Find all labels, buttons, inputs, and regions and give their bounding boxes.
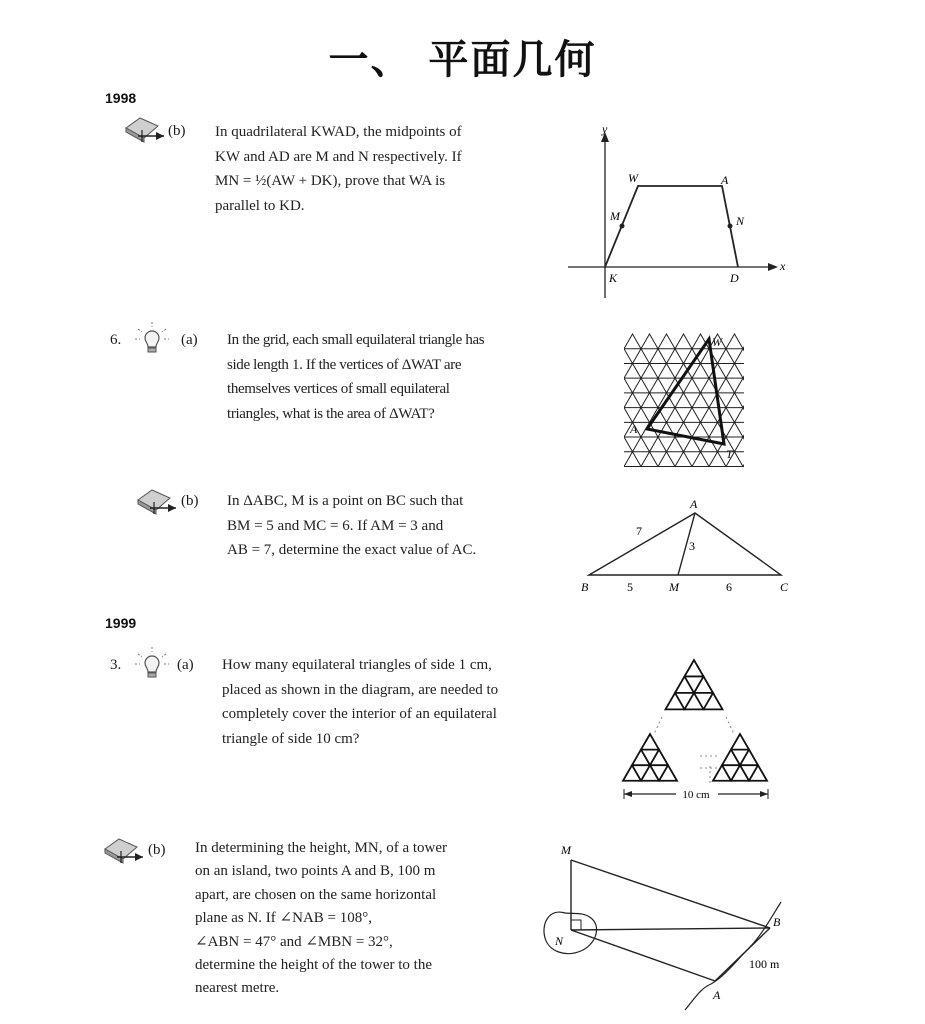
grid-triangle (726, 334, 743, 349)
grid-triangle (675, 334, 692, 349)
grid-triangle (633, 349, 650, 364)
unit-triangle (641, 734, 659, 750)
problem-number: 6. (110, 332, 122, 348)
length-label-ab: 7 (636, 524, 642, 538)
text-line: BM = 5 and MC = 6. If AM = 3 and (227, 517, 444, 534)
point-label-b: B (773, 915, 781, 929)
unit-triangle (740, 750, 758, 766)
grid-triangle (633, 378, 650, 393)
text-line: apart, are chosen on the same horizontal (195, 886, 437, 903)
text-line: In the grid, each small equilateral triangle has (227, 332, 485, 348)
unit-triangle (659, 765, 677, 781)
grid-triangle (726, 363, 743, 378)
vertex-label-k: K (609, 271, 618, 285)
grid-triangle (667, 437, 684, 452)
grid-triangle (620, 437, 633, 452)
grid-triangle (650, 378, 667, 393)
grid-triangle (743, 452, 745, 467)
grid-triangle (633, 437, 650, 452)
length-label-mc: 6 (726, 580, 732, 594)
grid-triangle (624, 393, 641, 408)
text-line: nearest metre. (195, 980, 280, 997)
lightbulb-icon (134, 646, 170, 682)
tiled-triangle-figure (610, 650, 778, 805)
grid-triangle (620, 422, 624, 437)
year-heading-1998: 1998 (105, 90, 137, 106)
grid-triangle (692, 363, 709, 378)
unit-triangle (685, 660, 704, 676)
point-label-n: N (555, 934, 564, 948)
vertex-label-a: A (630, 422, 638, 436)
grid-triangle (667, 408, 684, 423)
midpoint-label-n: N (736, 214, 745, 228)
grid-triangle (701, 349, 718, 364)
unit-triangle (731, 765, 749, 781)
tower-island-figure (535, 838, 805, 1014)
unit-triangle (641, 765, 659, 781)
grid-triangle (641, 334, 658, 349)
text-line: determine the height of the tower to the (195, 957, 433, 974)
grid-triangle (692, 452, 709, 467)
length-label-am: 3 (689, 539, 695, 553)
grid-triangle (735, 378, 746, 393)
triangle-grid-figure (620, 330, 745, 468)
grid-triangle (726, 393, 743, 408)
grid-triangle (620, 334, 624, 349)
grid-triangle (743, 363, 745, 378)
text-line: on an island, two points A and B, 100 m (195, 863, 436, 880)
vertex-label-c: C (780, 580, 789, 594)
grid-triangle (675, 393, 692, 408)
grid-triangle (650, 349, 667, 364)
text-line: placed as shown in the diagram, are needed to (222, 681, 499, 698)
grid-triangle (641, 452, 658, 467)
grid-triangle (620, 408, 633, 423)
grid-triangle (743, 334, 745, 349)
axis-label-y: y (602, 122, 608, 136)
problem-part-label: (b) (181, 493, 199, 509)
text-line: AB = 7, determine the exact value of AC. (227, 542, 477, 558)
unit-triangle (722, 750, 740, 766)
problem-text (227, 489, 525, 563)
width-label: 10 cm (682, 789, 710, 801)
grid-triangle (709, 452, 726, 467)
vertex-label-w: W (712, 335, 722, 349)
grid-triangle (675, 452, 692, 467)
problem-part-label: (a) (181, 332, 198, 348)
vertex-label-a: A (690, 497, 698, 511)
problem-text (215, 120, 518, 218)
quadrilateral-kwad-figure (560, 118, 800, 298)
grid-triangle (692, 422, 709, 437)
pencil-eraser-icon (124, 116, 168, 144)
text-line: triangle of side 10 cm? (222, 730, 360, 747)
grid-triangle (658, 334, 675, 349)
grid-triangle (620, 349, 633, 364)
vertex-label-b: B (581, 580, 589, 594)
pencil-eraser-icon (136, 488, 180, 516)
grid-triangle (718, 378, 735, 393)
grid-triangle (658, 363, 675, 378)
unit-triangle (632, 750, 650, 766)
unit-triangle (666, 693, 685, 709)
text-line: triangles, what is the area of ΔWAT? (227, 405, 435, 422)
grid-triangle (692, 393, 709, 408)
length-label-bm: 5 (627, 580, 633, 594)
grid-triangle (735, 437, 746, 452)
grid-triangle (620, 452, 624, 467)
problem-text (227, 328, 529, 426)
unit-triangle (731, 734, 749, 750)
grid-triangle (735, 408, 746, 423)
grid-triangle (624, 452, 641, 467)
unit-triangle (650, 750, 668, 766)
point-label-m: M (561, 843, 571, 857)
text-line: completely cover the interior of an equilateral (222, 706, 497, 722)
text-line: In determining the height, MN, of a tower (195, 840, 448, 856)
text-line: themselves vertices of small equilateral (227, 381, 450, 397)
grid-triangle (641, 363, 658, 378)
grid-triangle (658, 452, 675, 467)
unit-triangle (623, 765, 641, 781)
problem-number: 3. (110, 657, 122, 673)
vertex-label-w: W (628, 171, 638, 185)
unit-triangle (685, 693, 704, 709)
point-label-m: M (669, 580, 679, 594)
grid-triangle (650, 437, 667, 452)
problem-part-label: (b) (168, 123, 186, 139)
triangle-abc-figure (575, 495, 795, 600)
grid-triangle (624, 363, 641, 378)
vertex-label-t: T (726, 447, 733, 461)
grid-triangle (735, 349, 746, 364)
text-line: side length 1. If the vertices of ΔWAT are (227, 356, 462, 373)
grid-triangle (726, 422, 743, 437)
problem-text (222, 653, 540, 751)
grid-triangle (743, 422, 745, 437)
text-line: plane as N. If ∠NAB = 108°, (195, 910, 372, 927)
year-heading-1999: 1999 (105, 615, 137, 631)
grid-triangle (743, 393, 745, 408)
unit-triangle (704, 693, 723, 709)
text-line: In ΔABC, M is a point on BC such that (227, 493, 464, 509)
vertex-label-d: D (730, 271, 739, 285)
grid-triangle (701, 408, 718, 423)
grid-triangle (633, 408, 650, 423)
grid-triangle (620, 363, 624, 378)
text-line: In quadrilateral KWAD, the midpoints of (215, 124, 462, 140)
unit-triangle (694, 676, 713, 692)
grid-triangle (620, 378, 633, 393)
grid-triangle (624, 334, 641, 349)
grid-triangle (684, 378, 701, 393)
text-line: KW and AD are M and N respectively. If (215, 148, 462, 165)
problem-text (195, 837, 495, 1001)
distance-label: 100 m (749, 957, 780, 971)
page-title: 一、 平面几何 (328, 37, 597, 83)
grid-triangle (620, 393, 624, 408)
unit-triangle (675, 676, 694, 692)
text-line: MN = ½(AW + DK), prove that WA is (215, 173, 446, 189)
axis-label-x: x (780, 259, 786, 273)
text-line: parallel to KD. (215, 197, 305, 214)
grid-triangle (667, 349, 684, 364)
text-line: ∠ABN = 47° and ∠MBN = 32°, (195, 933, 393, 950)
midpoint-label-m: M (610, 209, 620, 223)
point-label-a: A (713, 988, 721, 1002)
problem-part-label: (b) (148, 842, 166, 858)
grid-triangle (684, 408, 701, 423)
grid-triangle (718, 349, 735, 364)
pencil-eraser-icon (103, 837, 147, 865)
unit-triangle (749, 765, 767, 781)
problem-part-label: (a) (177, 657, 194, 673)
lightbulb-icon (134, 321, 170, 357)
grid-triangle (641, 393, 658, 408)
vertex-label-a: A (721, 173, 729, 187)
text-line: How many equilateral triangles of side 1 cm, (222, 657, 492, 673)
